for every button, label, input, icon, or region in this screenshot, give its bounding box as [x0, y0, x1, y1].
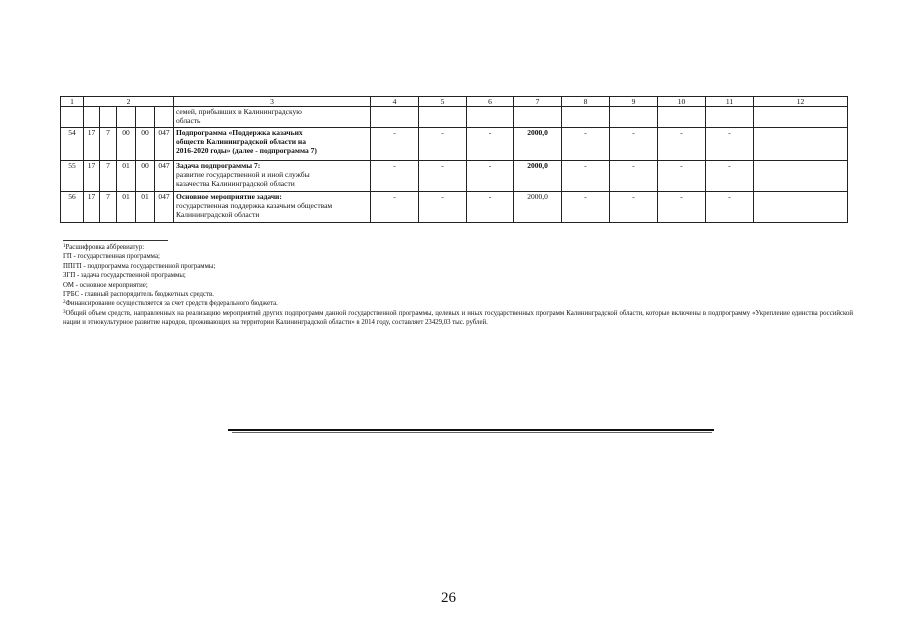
value-cell-5: -	[419, 161, 467, 192]
abbreviation-line: ОМ - основное мероприятие;	[63, 281, 148, 289]
row-number-cell: 54	[61, 128, 84, 161]
header-cell-6: 6	[467, 97, 514, 107]
value-cell-5: -	[419, 128, 467, 161]
page-number: 26	[441, 590, 456, 606]
value-cell-8: -	[562, 161, 610, 192]
value-cell-12	[754, 128, 848, 161]
header-cell-3: 3	[174, 97, 371, 107]
value-cell-4: -	[371, 128, 419, 161]
row-name-line: Задача подпрограммы 7:	[176, 161, 261, 170]
continued-name-line: область	[176, 116, 201, 125]
value-cell-11: -	[706, 192, 754, 223]
value-cell-6: -	[467, 192, 514, 223]
row-number-cell: 55	[61, 161, 84, 192]
header-cell-12: 12	[754, 97, 848, 107]
abbreviation-line: ППГП - подпрограмма государственной программы;	[63, 262, 216, 270]
value-cell-11: -	[706, 161, 754, 192]
value-cell-9: -	[610, 128, 658, 161]
code-cell: 00	[136, 128, 155, 161]
value-cell-8: -	[562, 128, 610, 161]
header-cell-4: 4	[371, 97, 419, 107]
footnote-3-mark: 3	[63, 309, 66, 315]
header-cell-10: 10	[658, 97, 706, 107]
value-cell-7: 2000,0	[514, 192, 562, 223]
section-divider-shadow	[232, 432, 712, 433]
code-cell: 7	[100, 161, 117, 192]
table-body	[61, 97, 848, 223]
code-cell: 17	[84, 161, 100, 192]
code-cell: 00	[117, 128, 136, 161]
row-name-line: Калининградской области	[176, 210, 260, 219]
row-name-line: Подпрограмма «Поддержка казачьих	[176, 128, 303, 137]
value-cell-9: -	[610, 161, 658, 192]
row-name-line: развитие государственной и иной службы	[176, 170, 310, 179]
header-cell-9: 9	[610, 97, 658, 107]
table-row	[61, 192, 848, 223]
continued-row	[61, 107, 848, 128]
abbreviation-line: ЗГП - задача государственной программы;	[63, 272, 186, 280]
code-cell: 01	[136, 192, 155, 223]
header-cell-1: 1	[61, 97, 84, 107]
header-cell-8: 8	[562, 97, 610, 107]
row-name-cell	[174, 192, 371, 223]
value-cell-7: 2000,0	[514, 161, 562, 192]
footnotes	[63, 240, 853, 328]
continued-row-name	[174, 107, 371, 128]
code-cell: 01	[117, 161, 136, 192]
abbreviation-line: ГРБС - главный распорядитель бюджетных средств.	[63, 291, 214, 299]
grbs-code-cell: 047	[155, 128, 174, 161]
grbs-code-cell: 047	[155, 161, 174, 192]
value-cell-8: -	[562, 192, 610, 223]
header-cell-5: 5	[419, 97, 467, 107]
row-name-line: Основное мероприятие задачи:	[176, 192, 282, 201]
value-cell-5: -	[419, 192, 467, 223]
header-cell-7: 7	[514, 97, 562, 107]
row-name-line: 2016-2020 годы» (далее - подпрограмма 7)	[176, 146, 317, 155]
header-cell-2: 2	[84, 97, 174, 107]
footnote-2	[63, 299, 853, 308]
value-cell-12	[754, 161, 848, 192]
footnote-1-title: Расшифровка аббревиатур:	[65, 244, 145, 251]
footnote-3	[63, 309, 853, 328]
header-row	[61, 97, 848, 107]
footnote-1-mark: 1	[63, 244, 66, 249]
code-cell: 01	[117, 192, 136, 223]
footnote-1	[63, 243, 853, 252]
footnote-separator	[63, 240, 168, 241]
budget-table	[60, 96, 848, 223]
value-cell-6: -	[467, 128, 514, 161]
value-cell-4: -	[371, 161, 419, 192]
row-name-line: обществ Калининградской области на	[176, 137, 307, 146]
row-number-cell: 56	[61, 192, 84, 223]
value-cell-10: -	[658, 192, 706, 223]
header-cell-11: 11	[706, 97, 754, 107]
section-divider	[228, 429, 714, 431]
value-cell-10: -	[658, 161, 706, 192]
value-cell-4: -	[371, 192, 419, 223]
grbs-code-cell: 047	[155, 192, 174, 223]
row-name-line: казачества Калининградской области	[176, 179, 295, 188]
value-cell-10: -	[658, 128, 706, 161]
continued-name-line: семей, прибывших в Калининградскую	[176, 107, 302, 116]
value-cell-6: -	[467, 161, 514, 192]
code-cell: 17	[84, 128, 100, 161]
value-cell-12	[754, 192, 848, 223]
code-cell: 00	[136, 161, 155, 192]
table-row	[61, 161, 848, 192]
row-name-line: государственная поддержка казачьим обществам	[176, 201, 333, 210]
code-cell: 7	[100, 128, 117, 161]
code-cell: 7	[100, 192, 117, 223]
code-cell: 17	[84, 192, 100, 223]
value-cell-11: -	[706, 128, 754, 161]
footnote-2-mark: 2	[63, 300, 66, 306]
table-row	[61, 128, 848, 161]
value-cell-7: 2000,0	[514, 128, 562, 161]
abbreviation-line: ГП - государственная программа;	[63, 253, 160, 261]
row-name-cell	[174, 161, 371, 192]
row-name-cell	[174, 128, 371, 161]
value-cell-9: -	[610, 192, 658, 223]
footnote-2-text: Финансирование осуществляется за счет средств федерального бюджета.	[65, 300, 278, 308]
footnote-3-text: Общий объем средств, направленных на реализацию мероприятий других подпрограмм данной государственной программы, целевых и иных государственных программ Калининградской области, которые включены в подпрограмму «Укрепление единства российской нации и этнокультурное развитие народов, проживающих на территории Калининградской области» в 2014 году, составляет 23429,03 тыс. рублей.	[63, 309, 853, 327]
